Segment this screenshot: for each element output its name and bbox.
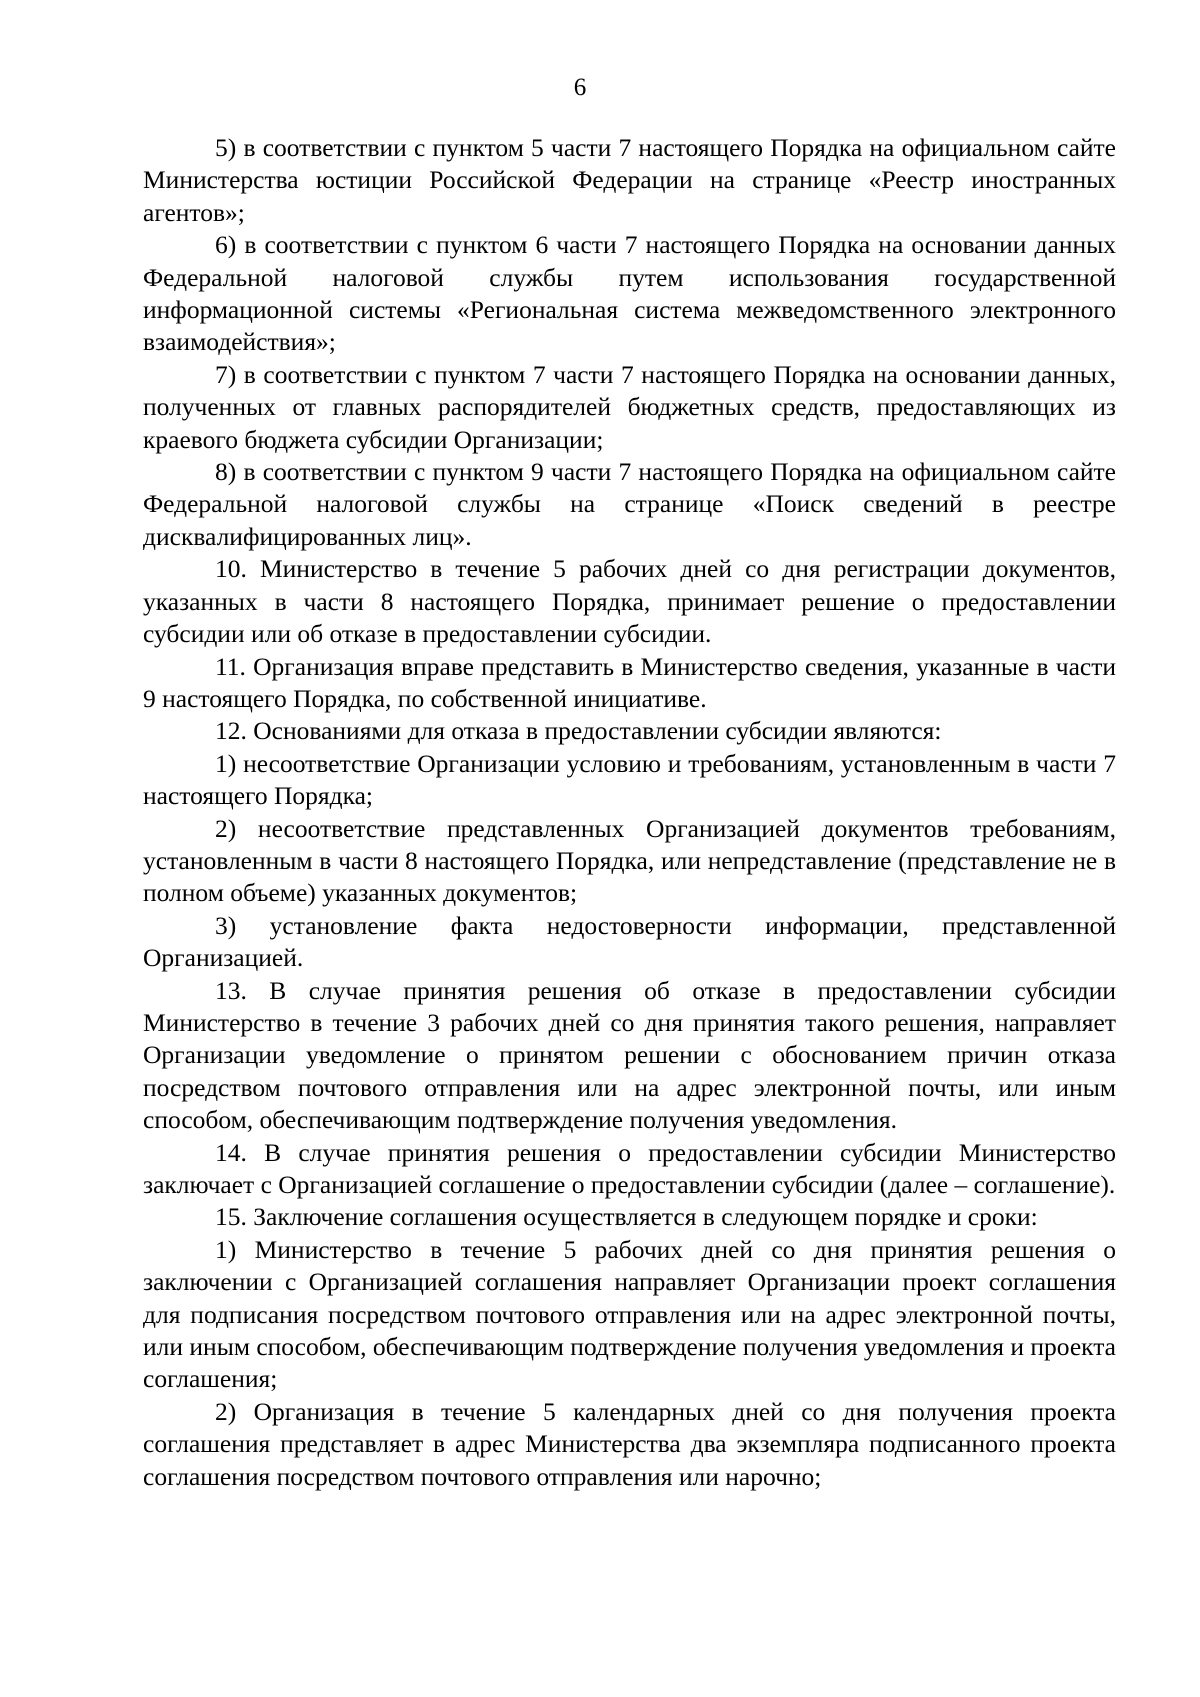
paragraph-item-8-disqualified-persons: 8) в соответствии с пунктом 9 части 7 настоящего Порядка на официальном сайте Федеральной налоговой службы на странице «Поиск сведений в реестре дисквалифицированных лиц». [143, 457, 1116, 551]
paragraph-15-agreement-procedure: 15. Заключение соглашения осуществляется в следующем порядке и сроки: [215, 1202, 1038, 1232]
paragraph-12-item-3: 3) установление факта недостоверности информации, представленной Организацией. [143, 910, 1116, 973]
paragraph-11-own-initiative: 11. Организация вправе представить в Министерство сведения, указанные в части 9 настоящего Порядка, по собственной инициативе. [143, 651, 1116, 713]
paragraph-item-7-budget-managers: 7) в соответствии с пунктом 7 части 7 настоящего Порядка на основании данных, полученных от главных распорядителей бюджетных средств, предоставляющих из краевого бюджета субсидии Организации; [143, 359, 1116, 454]
paragraph-10-decision: 10. Министерство в течение 5 рабочих дней со дня регистрации документов, указанных в части 8 настоящего Порядка, принимает решение о предоставлении субсидии или об отказе в предоставлении субсидии. [143, 554, 1116, 649]
paragraph-item-5-reestr-inoagentov: 5) в соответствии с пунктом 5 части 7 настоящего Порядка на официальном сайте Министерства юстиции Российской Федерации на странице «Реестр иностранных агентов»; [143, 133, 1116, 227]
document-body [143, 132, 1116, 1493]
paragraph-15-item-1: 1) Министерство в течение 5 рабочих дней со дня принятия решения о заключении с Организацией соглашения направляет Организации проект соглашения для подписания посредством почтового отправления или на адрес электронной почты, или иным способом, обеспечивающим подтверждение получения уведомления и проекта соглашения; [143, 1234, 1116, 1394]
paragraph-13-refusal-notice: 13. В случае принятия решения об отказе в предоставлении субсидии Министерство в течение 3 рабочих дней со дня принятия такого решения, направляет Организации уведомление о принятом решении с обоснованием причин отказа посредством почтового отправления или на адрес электронной почты, или иным способом, обеспечивающим подтверждение получения уведомления. [143, 975, 1116, 1135]
paragraph-12-refusal-grounds: 12. Основаниями для отказа в предоставлении субсидии являются: [215, 716, 942, 746]
paragraph-12-item-2: 2) несоответствие представленных Организацией документов требованиям, установленным в части 8 настоящего Порядка, или непредставление (представление не в полном объеме) указанных документов; [143, 813, 1116, 908]
paragraph-12-item-1: 1) несоответствие Организации условию и требованиям, установленным в части 7 настоящего Порядка; [143, 748, 1116, 811]
paragraph-item-6-smev: 6) в соответствии с пунктом 6 части 7 настоящего Порядка на основании данных Федеральной налоговой службы путем использования государственной информационной системы «Региональная система межведомственного электронного взаимодействия»; [143, 230, 1116, 357]
paragraph-15-item-2: 2) Организация в течение 5 календарных дней со дня получения проекта соглашения представляет в адрес Министерства два экземпляра подписанного проекта соглашения посредством почтового отправления или нарочно; [143, 1396, 1116, 1491]
page-number: 6 [573, 74, 587, 101]
paragraph-14-agreement: 14. В случае принятия решения о предоставлении субсидии Министерство заключает с Организацией соглашение о предоставлении субсидии (далее – соглашение). [143, 1137, 1116, 1199]
